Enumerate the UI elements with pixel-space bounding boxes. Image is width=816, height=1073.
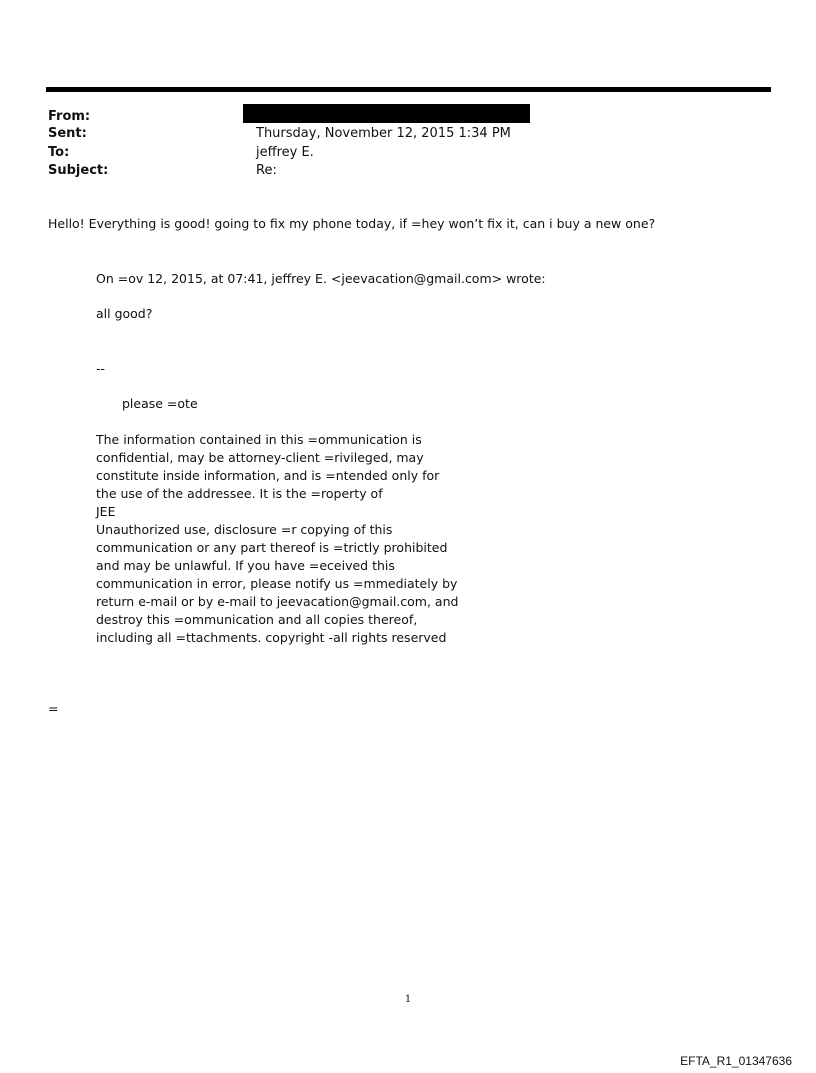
disclaimer-line: constitute inside information, and is =ntended only for [96,468,440,483]
bates-number: EFTA_R1_01347636 [680,1054,792,1068]
signature-separator: -- [96,361,106,376]
disclaimer-line: the use of the addressee. It is the =roperty of [96,486,383,501]
quoted-message: all good? [96,306,153,321]
disclaimer-line: including all =ttachments. copyright -all rights reserved [96,630,447,645]
disclaimer-line: communication in error, please notify us =mmediately by [96,576,458,591]
sent-value: Thursday, November 12, 2015 1:34 PM [256,126,511,141]
sent-label: Sent: [48,126,87,141]
to-row [48,144,748,162]
subject-label: Subject: [48,163,109,178]
from-label: From: [48,109,91,124]
disclaimer-line: communication or any part thereof is =trictly prohibited [96,540,448,555]
disclaimer-line: confidential, may be attorney-client =rivileged, may [96,450,424,465]
disclaimer-line: The information contained in this =ommunication is [96,432,422,447]
trailing-equals: = [48,701,59,716]
disclaimer-line: JEE [96,504,116,519]
disclaimer-line: destroy this =ommunication and all copies thereof, [96,612,418,627]
disclaimer-line: and may be unlawful. If you have =eceived this [96,558,395,573]
sent-row [48,125,748,143]
subject-value: Re: [256,163,277,178]
disclaimer-line: return e-mail or by e-mail to jeevacation@gmail.com, and [96,594,459,609]
disclaimer-line: Unauthorized use, disclosure =r copying of this [96,522,393,537]
header-divider-rule [46,87,771,92]
to-value: jeffrey E. [256,145,314,160]
confidentiality-disclaimer [96,431,458,647]
quoted-attribution: On =ov 12, 2015, at 07:41, jeffrey E. <jeevacation@gmail.com> wrote: [96,271,546,286]
note-heading: please =ote [122,396,198,411]
page-number: 1 [404,994,412,1005]
reply-body: Hello! Everything is good! going to fix my phone today, if =hey won’t fix it, can i buy a new one? [48,216,656,231]
to-label: To: [48,145,70,160]
subject-row [48,162,748,180]
from-redaction-bar [243,104,530,123]
